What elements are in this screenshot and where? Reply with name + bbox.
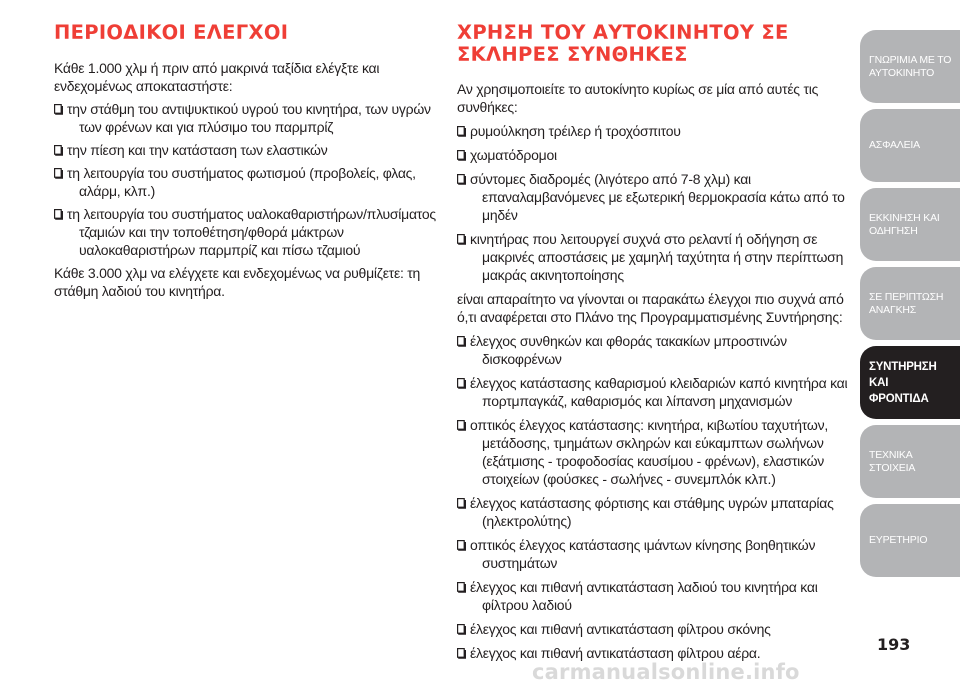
- condition-item: [457, 230, 855, 284]
- condition-item-text: ρυμούλκηση τρέιλερ ή τροχόσπιτου: [470, 123, 681, 139]
- check-item-text: έλεγχος κατάστασης φόρτισης και στάθμης υγρών μπαταρίας (ηλεκτρολύτης): [470, 495, 834, 529]
- periodic-checks-list: [54, 100, 436, 259]
- check-item: [457, 494, 855, 530]
- checkbox-bullet-icon: [54, 104, 62, 114]
- periodic-check-item-text: την πίεση και την κατάσταση των ελαστικών: [67, 142, 328, 158]
- checkbox-bullet-icon: [457, 126, 465, 136]
- conditions-intro: Αν χρησιμοποιείτε το αυτοκίνητο κυρίως σε μία από αυτές τις συνθήκες:: [457, 81, 819, 115]
- chapter-tab[interactable]: [860, 425, 960, 498]
- chapter-tab[interactable]: [860, 30, 960, 103]
- outro-paragraph: Κάθε 3.000 χλμ να ελέγχετε και ενδεχομένως να ρυθμίζετε: τη στάθμη λαδιού του κινητήρα.: [54, 265, 421, 299]
- check-item: [457, 416, 855, 488]
- checkbox-bullet-icon: [457, 624, 465, 634]
- checkbox-bullet-icon: [457, 174, 465, 184]
- section-title-periodic-checks: ΠΕΡΙΟΔΙΚΟΙ ΕΛΕΓΧΟΙ: [54, 21, 289, 44]
- checkbox-bullet-icon: [457, 378, 465, 388]
- periodic-check-item: [54, 164, 436, 200]
- chapter-tab[interactable]: [860, 188, 960, 261]
- page-number: 193: [877, 635, 911, 654]
- check-item: [457, 620, 855, 638]
- check-item: [457, 578, 855, 614]
- conditions-list: [457, 122, 855, 284]
- checkbox-bullet-icon: [54, 209, 62, 219]
- periodic-check-item-text: τη λειτουργία του συστήματος υαλοκαθαριστήρων/πλυσίματος τζαμιών και την τοποθέτηση/φθορά μάκτρων υαλοκαθαριστήρων παρμπρίζ και πίσω τζαμιού: [67, 206, 436, 258]
- checkbox-bullet-icon: [457, 234, 465, 244]
- check-item-text: οπτικός έλεγχος κατάστασης ιμάντων κίνησης βοηθητικών συστημάτων: [470, 537, 816, 571]
- condition-item-text: χωματόδρομοι: [470, 147, 557, 163]
- watermark: carmanualsonline.info: [532, 660, 800, 684]
- periodic-check-item: [54, 141, 436, 159]
- check-item-text: οπτικός έλεγχος κατάστασης: κινητήρα, κιβωτίου ταχυτήτων, μετάδοσης, τμημάτων σκληρών και εύκαμπτων σωλήνων (εξάτμισης - τροφοδοσίας καυσίμου - φρένων), ελαστικών στοιχείων (φούσκες - σωλήνες - συνεμπλόκ κλπ.): [470, 417, 828, 487]
- checkbox-bullet-icon: [457, 420, 465, 430]
- chapter-tab[interactable]: [860, 504, 960, 577]
- check-item-text: έλεγχος και πιθανή αντικατάσταση λαδιού του κινητήρα και φίλτρου λαδιού: [470, 579, 818, 613]
- chapter-tab-label: ΕΚΚΙΝΗΣΗ ΚΑΙ ΟΔΗΓΗΣΗ: [869, 211, 940, 237]
- checks-list: [457, 332, 855, 662]
- intro-paragraph: Κάθε 1.000 χλμ ή πριν από μακρινά ταξίδια ελέγξτε και ενδεχομένως αποκαταστήστε:: [54, 60, 380, 94]
- chapter-tabs: [860, 30, 960, 583]
- check-item-text: έλεγχος συνθηκών και φθοράς τακακίων μπροστινών δισκοφρένων: [470, 333, 787, 367]
- condition-item: [457, 122, 855, 140]
- condition-item: [457, 146, 855, 164]
- checks-intro: είναι απαραίτητο να γίνονται οι παρακάτω έλεγχοι πιο συχνά από ό,τι αναφέρεται στο Πλάνο της Προγραμματισμένης Συντήρησης:: [457, 291, 844, 325]
- periodic-check-item-text: την στάθμη του αντιψυκτικού υγρού του κινητήρα, των υγρών των φρένων και για πλύσιμο του παρμπρίζ: [67, 101, 431, 135]
- right-column: [457, 22, 855, 668]
- check-item-text: έλεγχος και πιθανή αντικατάσταση φίλτρου σκόνης: [470, 621, 771, 637]
- chapter-tab[interactable]: [860, 267, 960, 340]
- title-line-1: ΧΡΗΣΗ ΤΟΥ ΑΥΤΟΚΙΝΗΤΟΥ ΣΕ: [457, 21, 789, 44]
- left-column: [54, 22, 436, 305]
- checkbox-bullet-icon: [457, 582, 465, 592]
- check-item: [457, 536, 855, 572]
- checkbox-bullet-icon: [457, 648, 465, 658]
- check-item: [457, 374, 855, 410]
- checkbox-bullet-icon: [54, 168, 62, 178]
- chapter-tab-label: ΑΣΦΑΛΕΙΑ: [869, 139, 920, 151]
- checkbox-bullet-icon: [54, 145, 62, 155]
- title-line-2: ΣΚΛΗΡΕΣ ΣΥΝΘΗΚΕΣ: [457, 43, 688, 66]
- check-item: [457, 332, 855, 368]
- chapter-tab-label: ΓΝΩΡΙΜΙΑ ΜΕ ΤΟ ΑΥΤΟΚΙΝΗΤΟ: [869, 53, 952, 79]
- chapter-tab-label: ΣΥΝΤΗΡΗΣΗ ΚΑΙ ΦΡΟΝΤΙΔΑ: [869, 360, 937, 405]
- check-item-text: έλεγχος και πιθανή αντικατάσταση φίλτρου αέρα.: [470, 645, 761, 661]
- periodic-check-item: [54, 100, 436, 136]
- chapter-tab-label: ΣΕ ΠΕΡΙΠΤΩΣΗ ΑΝΑΓΚΗΣ: [869, 290, 944, 316]
- chapter-tab[interactable]: [860, 346, 960, 419]
- checkbox-bullet-icon: [457, 540, 465, 550]
- checkbox-bullet-icon: [457, 150, 465, 160]
- chapter-tab-label: ΕΥΡΕΤΗΡΙΟ: [869, 534, 928, 546]
- condition-item-text: κινητήρας που λειτουργεί συχνά στο ρελαντί ή οδήγηση σε μακρινές αποστάσεις με χαμηλή ταχύτητα ή στην περίπτωση μακράς ακινητοποίησης: [470, 231, 844, 283]
- condition-item-text: σύντομες διαδρομές (λιγότερο από 7-8 χλμ) και επαναλαμβανόμενες με εξωτερική θερμοκρασία κάτω από το μηδέν: [470, 171, 845, 223]
- checkbox-bullet-icon: [457, 336, 465, 346]
- chapter-tab-label: ΤΕΧΝΙΚΑ ΣΤΟΙΧΕΙΑ: [869, 448, 916, 474]
- check-item-text: έλεγχος κατάστασης καθαρισμού κλειδαριών καπό κινητήρα και πορτμπαγκάζ, καθαρισμός και λίπανση μηχανισμών: [470, 375, 848, 409]
- periodic-check-item: [54, 205, 436, 259]
- checkbox-bullet-icon: [457, 498, 465, 508]
- chapter-tab[interactable]: [860, 109, 960, 182]
- condition-item: [457, 170, 855, 224]
- section-title-severe-conditions: [457, 22, 855, 66]
- periodic-check-item-text: τη λειτουργία του συστήματος φωτισμού (προβολείς, φλας, αλάρμ, κλπ.): [67, 165, 416, 199]
